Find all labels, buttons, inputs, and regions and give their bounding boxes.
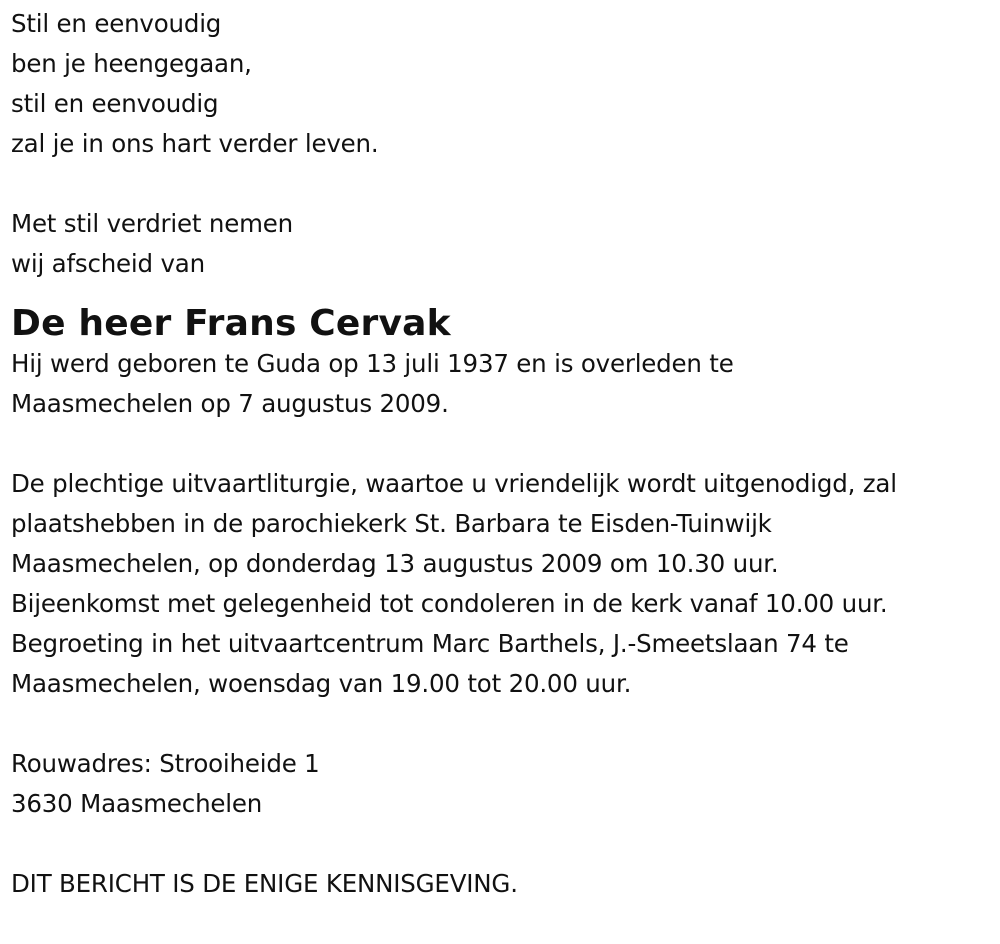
mourning-address (11, 744, 996, 824)
address-line: Rouwadres: Strooiheide 1 (11, 749, 320, 778)
poem (11, 4, 996, 164)
intro-line: wij afscheid van (11, 249, 205, 278)
ceremony-line: De plechtige uitvaartliturgie, waartoe u vriendelijk wordt uitgenodigd, zal (11, 469, 897, 498)
ceremony-line: Maasmechelen, op donderdag 13 augustus 2009 om 10.30 uur. (11, 549, 779, 578)
obituary-notice (11, 4, 996, 904)
poem-line: zal je in ons hart verder leven. (11, 129, 379, 158)
spacer (11, 704, 996, 744)
ceremony-line: Begroeting in het uitvaartcentrum Marc Barthels, J.-Smeetslaan 74 te (11, 629, 849, 658)
intro (11, 204, 996, 284)
deceased-name: De heer Frans Cervak (11, 303, 451, 344)
ceremony-info (11, 464, 996, 704)
poem-line: stil en eenvoudig (11, 89, 219, 118)
poem-line: Stil en eenvoudig (11, 9, 222, 38)
address-line: 3630 Maasmechelen (11, 789, 263, 818)
spacer (11, 824, 996, 864)
ceremony-line: Bijeenkomst met gelegenheid tot condoleren in de kerk vanaf 10.00 uur. (11, 589, 888, 618)
poem-line: ben je heengegaan, (11, 49, 252, 78)
ceremony-line: plaatshebben in de parochiekerk St. Barbara te Eisden-Tuinwijk (11, 509, 772, 538)
spacer (11, 164, 996, 204)
ceremony-line: Maasmechelen, woensdag van 19.00 tot 20.00 uur. (11, 669, 632, 698)
birth-death-line: Hij werd geboren te Guda op 13 juli 1937 en is overleden te (11, 349, 734, 378)
birth-death-line: Maasmechelen op 7 augustus 2009. (11, 389, 449, 418)
birth-death-info (11, 344, 996, 424)
spacer (11, 424, 996, 464)
intro-line: Met stil verdriet nemen (11, 209, 293, 238)
closing-notice: DIT BERICHT IS DE ENIGE KENNISGEVING. (11, 869, 518, 898)
